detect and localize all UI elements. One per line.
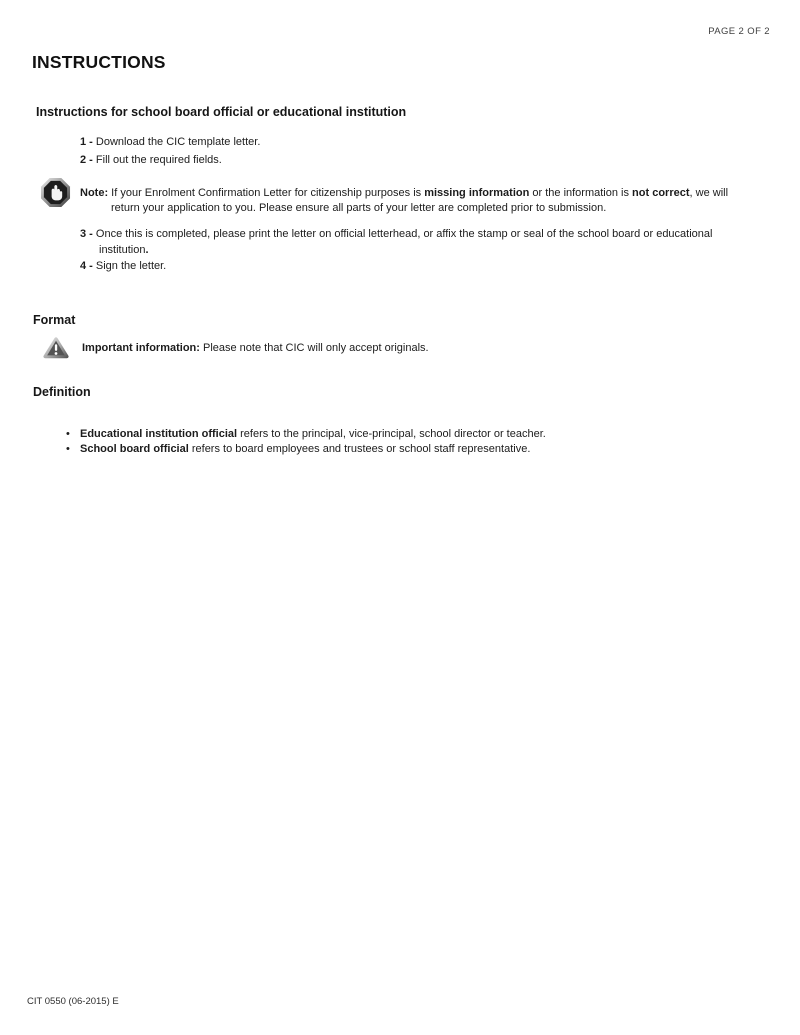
note-callout [40, 175, 744, 227]
definition-body: refers to the principal, vice-principal, school director or teacher. [237, 428, 546, 440]
note-bold-segment: not correct [632, 187, 690, 199]
bullet-marker: • [66, 428, 70, 440]
note-text [80, 186, 744, 216]
section-heading-format: Format [33, 313, 76, 327]
list-item [66, 427, 546, 442]
step-number: 1 - [80, 136, 93, 148]
definition-body: refers to board employees and trustees or school staff representative. [188, 443, 531, 455]
important-information-text [82, 342, 429, 354]
definition-text [80, 442, 530, 457]
instruction-step-2 [80, 153, 222, 168]
page-number-label: PAGE 2 OF 2 [708, 26, 770, 37]
definition-list [66, 427, 546, 457]
step-number: 2 - [80, 154, 93, 166]
step-text: Once this is completed, please print the letter on official letterhead, or affix the stamp or seal of the school board or educational institution [95, 228, 713, 256]
step-text: Fill out the required fields. [95, 154, 222, 166]
note-segment: If your Enrolment Confirmation Letter for citizenship purposes is [108, 187, 425, 199]
form-number-footer: CIT 0550 (06-2015) E [27, 996, 119, 1007]
note-segment: or the information is [529, 187, 633, 199]
note-bold-segment: missing information [424, 187, 530, 199]
note-segment: , we will return your application to you. Please ensure all parts of your letter are completed prior to submission. [111, 187, 729, 214]
section-heading-definition: Definition [33, 385, 91, 399]
step-number: 3 - [80, 228, 93, 240]
definition-text [80, 427, 546, 442]
important-information-callout [42, 336, 429, 359]
page-title: INSTRUCTIONS [32, 52, 166, 72]
stop-hand-icon [40, 177, 71, 208]
list-item [66, 442, 546, 457]
definition-term: Educational institution official [80, 428, 238, 440]
important-segment: Please note that CIC will only accept originals. [199, 342, 429, 354]
step-text-bold: . [145, 244, 149, 256]
step-number: 4 - [80, 260, 93, 272]
warning-triangle-icon [42, 336, 70, 359]
note-label: Note: [80, 187, 109, 199]
instruction-step-4 [80, 259, 166, 274]
step-text: Download the CIC template letter. [95, 136, 261, 148]
bullet-marker: • [66, 443, 70, 455]
instruction-step-3 [80, 226, 725, 258]
definition-term: School board official [80, 443, 189, 455]
instruction-step-1 [80, 135, 260, 150]
step-text: Sign the letter. [95, 260, 167, 272]
important-label: Important information: [82, 342, 200, 354]
section-heading-instructions: Instructions for school board official or educational institution [36, 105, 407, 119]
